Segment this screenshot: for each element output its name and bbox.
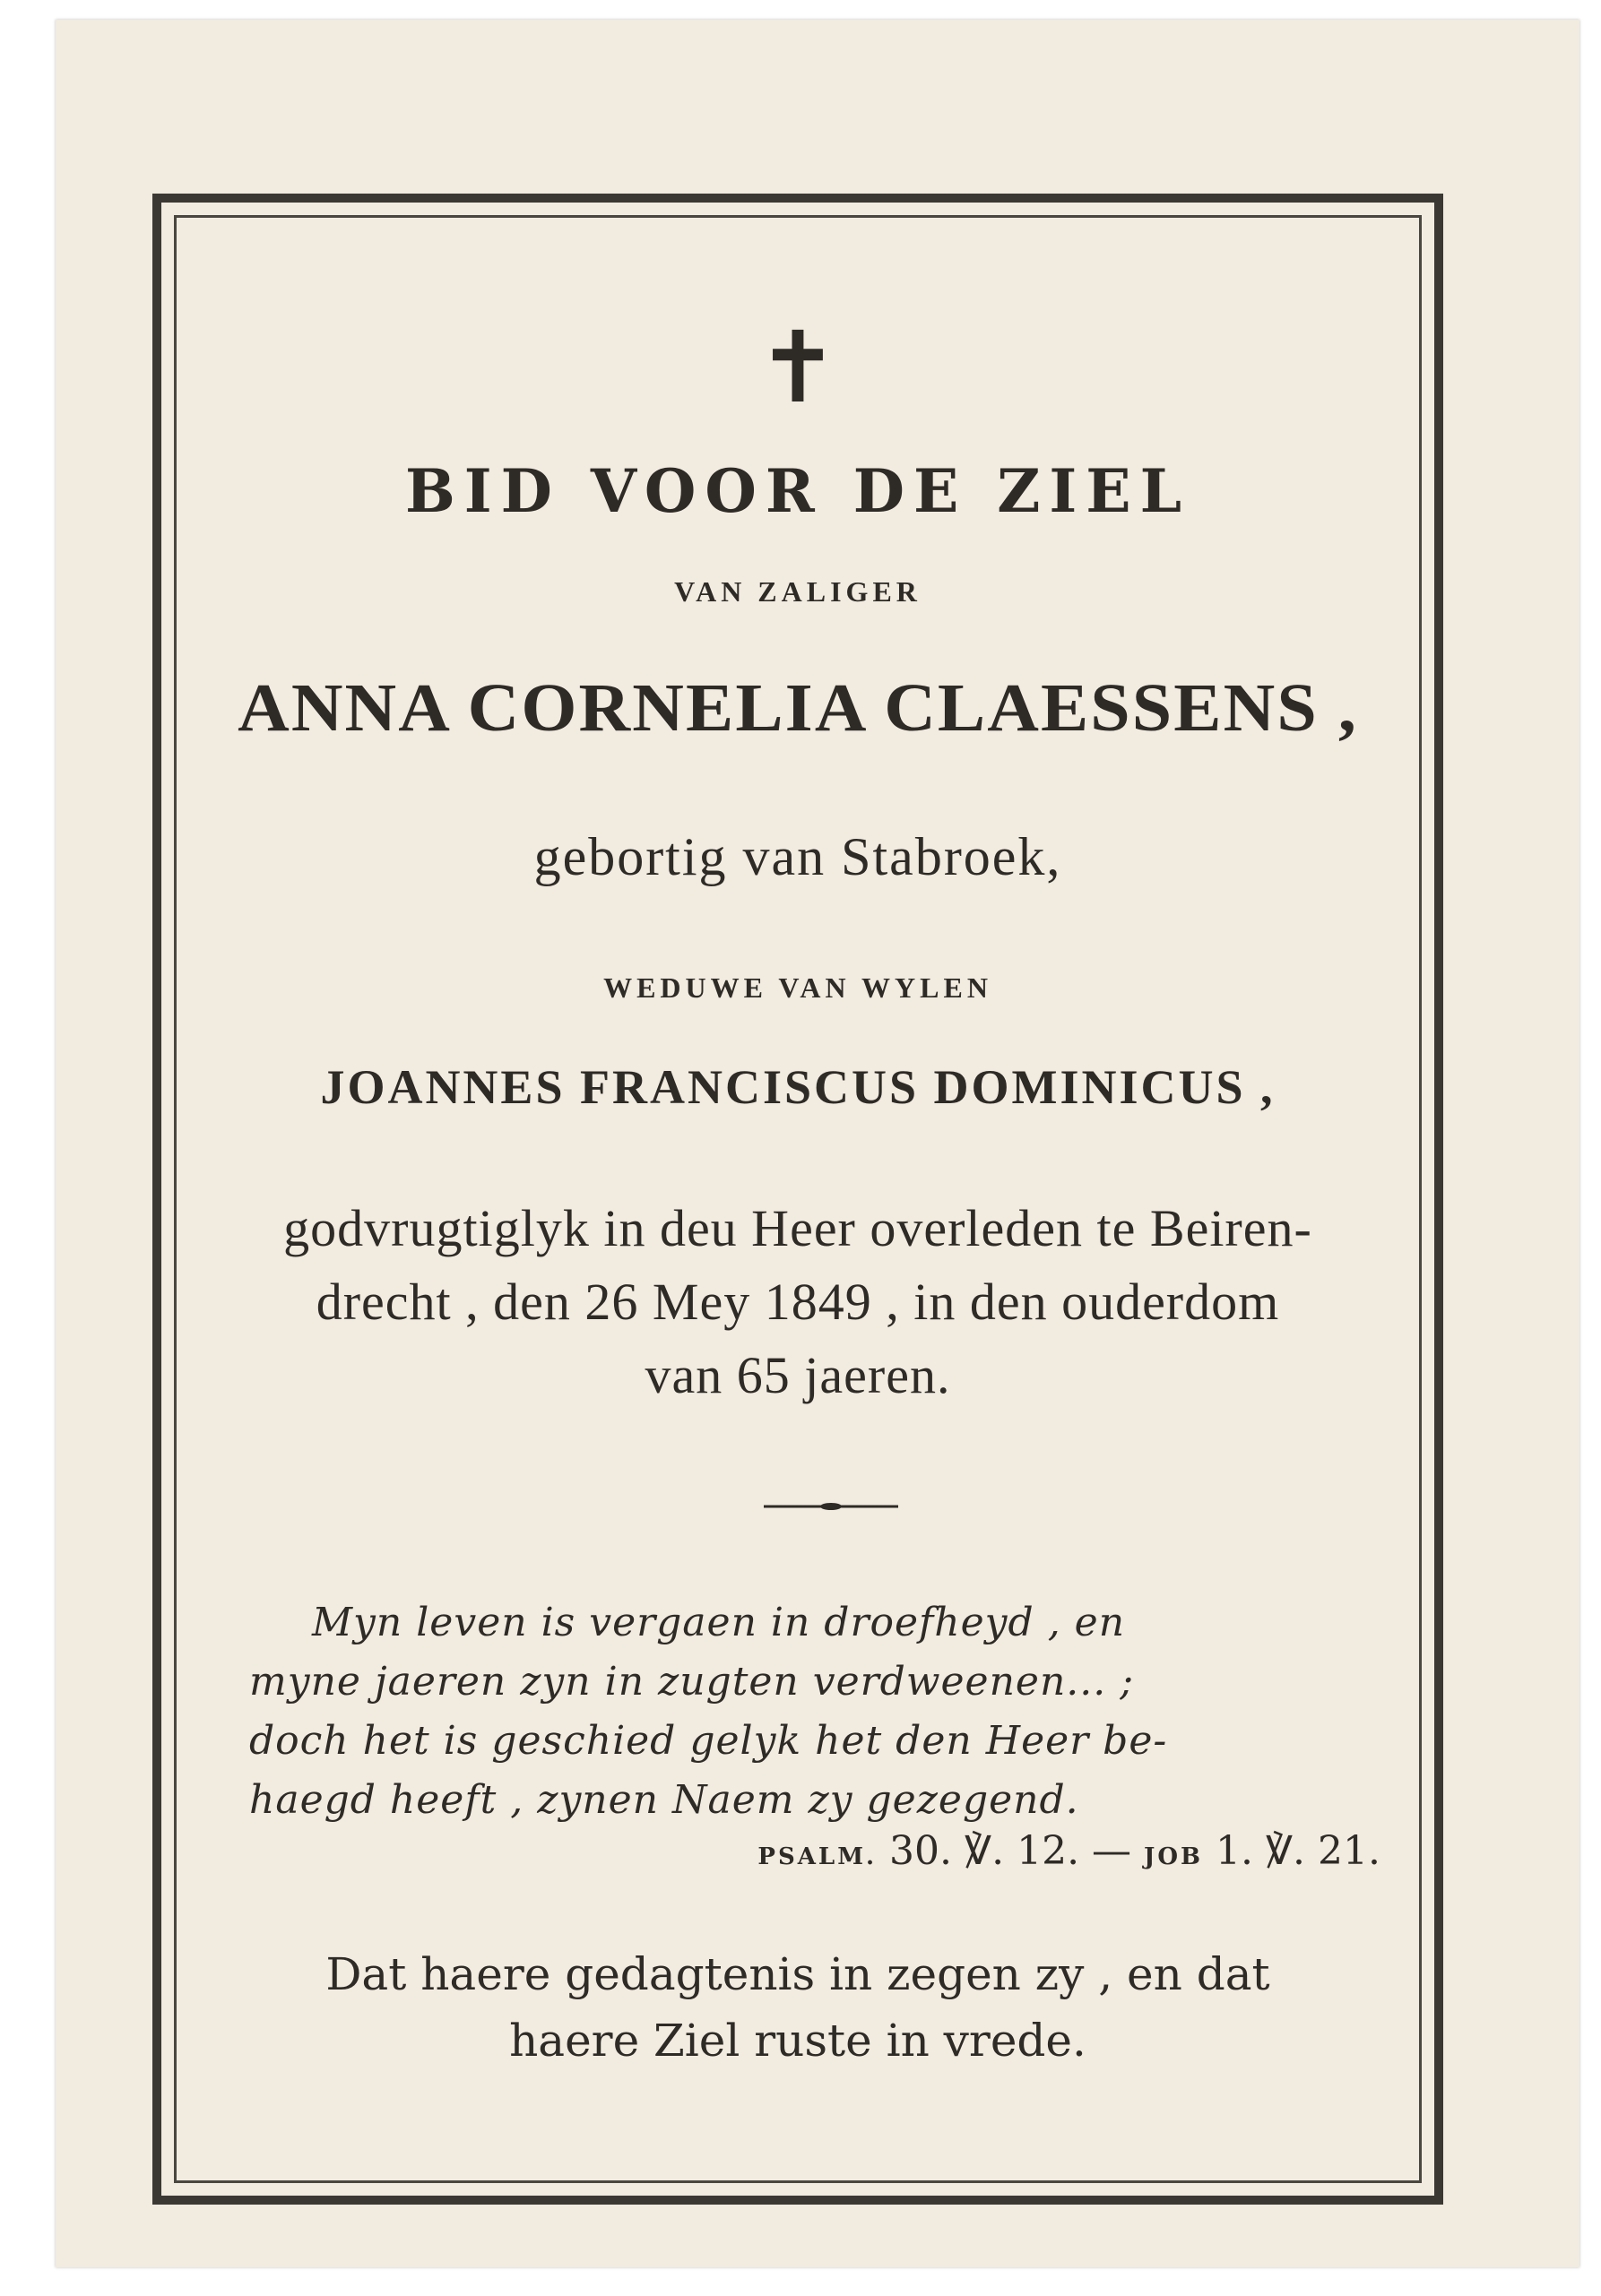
birthplace-line: gebortig van Stabroek, [533, 827, 1062, 886]
husband-name: JOANNES FRANCISCUS DOMINICUS , [320, 1060, 1276, 1114]
cross-icon: ✝ [756, 310, 840, 425]
psalm-ref: 30. ℣. 12. — [889, 1828, 1132, 1874]
scripture-verse [249, 1593, 1388, 1830]
verse-line: haegd heeft , zynen Naem zy gezegend. [249, 1777, 1079, 1823]
prayer-line: Dat haere gedagtenis in zegen zy , en dat [325, 1948, 1270, 2000]
widow-line: WEDUWE VAN WYLEN [603, 971, 992, 1004]
death-line: drecht , den 26 Mey 1849 , in den ouderdom [316, 1273, 1280, 1331]
job-ref: 1. ℣. 21. [1215, 1828, 1380, 1874]
job-label: JOB [1144, 1843, 1203, 1870]
psalm-label: PSALM. [757, 1843, 878, 1870]
death-line: van 65 jaeren. [645, 1346, 951, 1404]
ornamental-divider [764, 1500, 898, 1513]
death-notice [260, 1192, 1336, 1412]
heading: BID VOOR DE ZIEL [404, 456, 1190, 526]
verse-line: doch het is geschied gelyk het den Heer be- [249, 1718, 1168, 1764]
scripture-reference [520, 1825, 1380, 1884]
death-line: godvrugtiglyk in deu Heer overleden te Beiren- [283, 1199, 1312, 1257]
verse-line: myne jaeren zyn in zugten verdweenen... ; [249, 1659, 1135, 1705]
closing-prayer [174, 1941, 1422, 2074]
prayer-line: haere Ziel ruste in vrede. [509, 2015, 1086, 2067]
subheading: VAN ZALIGER [674, 575, 922, 608]
verse-line: Myn leven is vergaen in droefheyd , en [312, 1600, 1126, 1645]
deceased-name: ANNA CORNELIA CLAESSENS , [238, 670, 1358, 746]
